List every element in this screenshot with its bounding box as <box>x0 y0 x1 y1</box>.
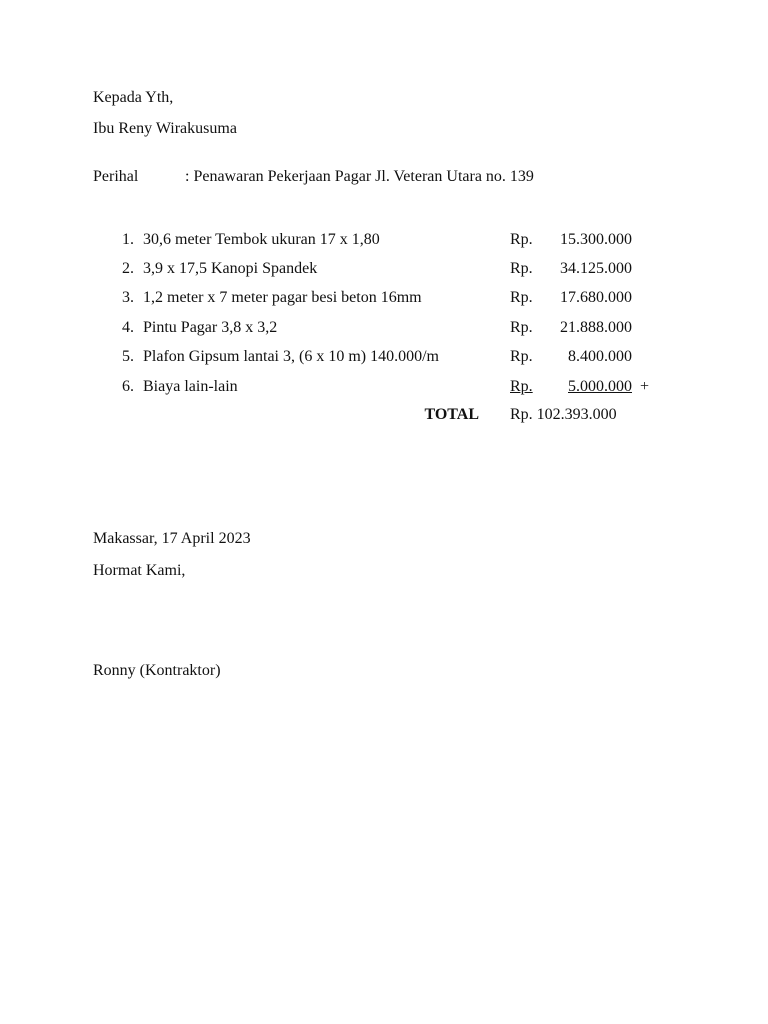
item-description: Biaya lain-lain <box>143 378 238 395</box>
item-amount: 15.300.000 <box>560 231 632 248</box>
item-amount: 5.000.000 <box>568 378 632 395</box>
subject-label: Perihal <box>93 168 139 185</box>
item-number: 5. <box>122 348 134 365</box>
item-number: 3. <box>122 289 134 306</box>
subject-value: : Penawaran Pekerjaan Pagar Jl. Veteran Utara no. 139 <box>185 168 534 185</box>
total-value: Rp. 102.393.000 <box>510 406 617 423</box>
item-currency: Rp. <box>510 378 533 395</box>
place-date: Makassar, 17 April 2023 <box>93 530 251 547</box>
item-description: Plafon Gipsum lantai 3, (6 x 10 m) 140.000/m <box>143 348 439 365</box>
recipient-name: Ibu Reny Wirakusuma <box>93 120 237 137</box>
item-amount: 34.125.000 <box>560 260 632 277</box>
item-number: 6. <box>122 378 134 395</box>
greeting: Kepada Yth, <box>93 89 174 106</box>
item-description: 30,6 meter Tembok ukuran 17 x 1,80 <box>143 231 380 248</box>
item-amount: 21.888.000 <box>560 319 632 336</box>
item-currency: Rp. <box>510 260 533 277</box>
item-description: 1,2 meter x 7 meter pagar besi beton 16mm <box>143 289 422 306</box>
item-number: 2. <box>122 260 134 277</box>
item-description: 3,9 x 17,5 Kanopi Spandek <box>143 260 318 277</box>
item-currency: Rp. <box>510 348 533 365</box>
item-number: 4. <box>122 319 134 336</box>
closing-salutation: Hormat Kami, <box>93 562 186 579</box>
item-description: Pintu Pagar 3,8 x 3,2 <box>143 319 278 336</box>
item-amount: 17.680.000 <box>560 289 632 306</box>
item-currency: Rp. <box>510 319 533 336</box>
sum-sign: + <box>640 378 650 395</box>
item-currency: Rp. <box>510 289 533 306</box>
item-currency: Rp. <box>510 231 533 248</box>
total-label: TOTAL <box>424 406 479 423</box>
item-number: 1. <box>122 231 134 248</box>
signatory: Ronny (Kontraktor) <box>93 662 221 679</box>
item-amount: 8.400.000 <box>568 348 632 365</box>
